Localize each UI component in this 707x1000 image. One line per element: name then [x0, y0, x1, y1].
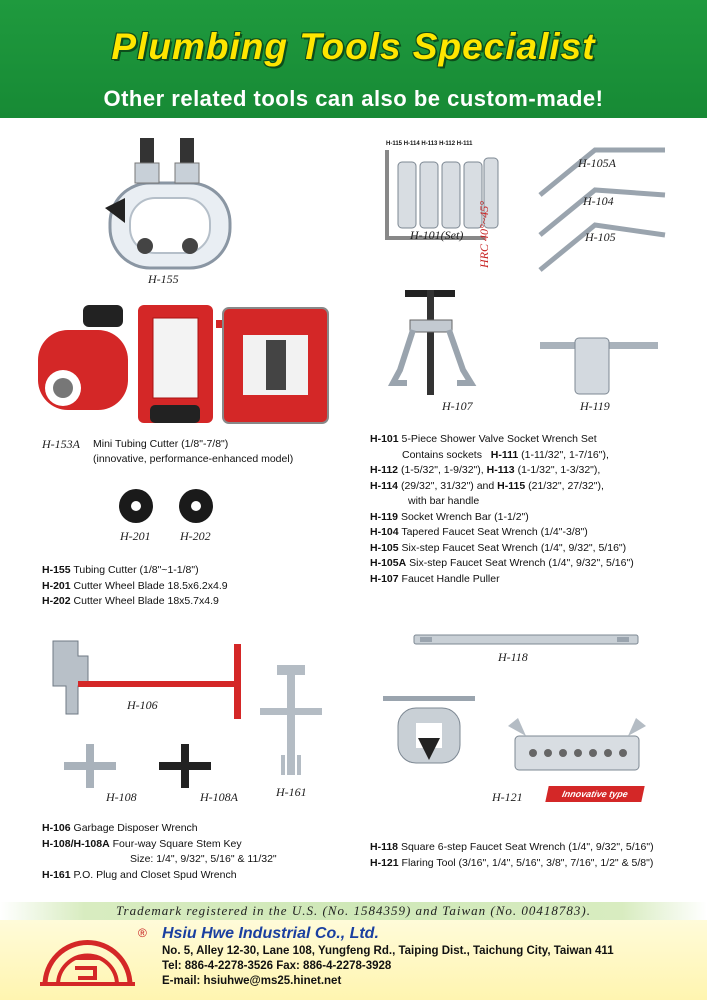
socket-bar-h119-image [535, 328, 665, 398]
desc-socket-line: H-119 Socket Wrench Bar (1-1/2") [370, 510, 529, 523]
label-h155: H-155 [148, 272, 179, 286]
desc-wrench-line: H-161 P.O. Plug and Closet Spud Wrench [42, 868, 237, 881]
cutter-wheels-image [118, 488, 228, 528]
desc-socket-line: H-104 Tapered Faucet Seat Wrench (1/4"-3/8") [370, 526, 588, 538]
desc-socket-line: with bar handle [408, 495, 480, 507]
stem-key-h108a-image [155, 742, 215, 790]
flaring-tool-h121-image [378, 688, 653, 788]
socket-size-labels: H-115 H-114 H-113 H-112 H-111 [386, 141, 473, 147]
desc-cutter-block [42, 563, 228, 610]
tubing-cutter-h155-image [95, 128, 245, 278]
desc-cutter-row: H-202 Cutter Wheel Blade 18x5.7x4.9 [42, 595, 219, 607]
desc-socket-line: H-114 (29/32", 31/32") and H-115 (21/32", 27/32"), [370, 479, 604, 492]
label-h108: H-108 [106, 790, 137, 804]
desc-socket-block [370, 432, 634, 587]
desc-wrench-line: H-108/H-108A Four-way Square Stem Key [42, 837, 242, 850]
label-h119: H-119 [580, 399, 610, 413]
desc-flare-line: H-118 Square 6-step Faucet Seat Wrench (1/4", 9/32", 5/16") [370, 841, 654, 853]
company-name: Hsiu Hwe Industrial Co., Ltd. [162, 925, 379, 942]
desc-wrench-line: Size: 1/4", 9/32", 5/16" & 11/32" [130, 853, 277, 865]
label-h121: H-121 [492, 790, 523, 804]
desc-socket-line: H-107 Faucet Handle Puller [370, 572, 500, 585]
page-title: Plumbing Tools Specialist [111, 26, 596, 67]
label-h101set: H-101(Set) [410, 228, 464, 242]
desc-socket-line: H-112 (1-5/32", 1-9/32"), H-113 (1-1/32", 1-3/32"), [370, 464, 601, 476]
desc-h153a-line2: (innovative, performance-enhanced model) [93, 453, 294, 465]
desc-flare-line: H-121 Flaring Tool (3/16", 1/4", 5/16", 3/8", 7/16", 1/2" & 5/8") [370, 856, 654, 869]
square-seat-wrench-h118-image [412, 630, 642, 650]
label-h202: H-202 [180, 529, 211, 543]
innovative-type-badge: Innovative type [545, 786, 644, 802]
company-email: E-mail: hsiuhwe@ms25.hinet.net [162, 975, 342, 987]
label-h108a: H-108A [200, 790, 238, 804]
company-logo [40, 930, 135, 988]
handle-puller-h107-image [385, 285, 485, 400]
label-h161: H-161 [276, 785, 307, 799]
label-h105a: H-105A [578, 156, 616, 170]
desc-h153a-line1: Mini Tubing Cutter (1/8"-7/8") [93, 438, 229, 450]
desc-wrench-block [42, 821, 277, 883]
desc-wrench-line: H-106 Garbage Disposer Wrench [42, 822, 198, 834]
company-address: No. 5, Alley 12-30, Lane 108, Yungfeng Rd., Taiping Dist., Taichung City, Taiwan 411 [162, 945, 614, 957]
page-subtitle: Other related tools can also be custom-made! [103, 86, 604, 111]
label-h153a: H-153A [42, 437, 80, 451]
label-h201: H-201 [120, 529, 151, 543]
label-h105: H-105 [585, 230, 616, 244]
label-h118: H-118 [498, 650, 528, 664]
desc-socket-line: H-101 5-Piece Shower Valve Socket Wrench Set [370, 433, 597, 445]
company-tel-fax: Tel: 886-4-2278-3526 Fax: 886-4-2278-3928 [162, 960, 392, 972]
registered-mark: ® [138, 926, 147, 940]
desc-socket-line: H-105 Six-step Faucet Seat Wrench (1/4", 9/32", 5/16") [370, 541, 627, 554]
desc-socket-line: H-105A Six-step Faucet Seat Wrench (1/4", 9/32", 5/16") [370, 557, 634, 569]
spud-wrench-h161-image [255, 660, 330, 780]
desc-flare-block [370, 840, 654, 871]
label-h104: H-104 [583, 194, 614, 208]
trademark-notice: Trademark registered in the U.S. (No. 1584359) and Taiwan (No. 00418783). [116, 903, 591, 918]
label-h107: H-107 [442, 399, 473, 413]
desc-socket-line: Contains sockets H-111 (1-11/32", 1-7/16"), [402, 448, 609, 461]
mini-tubing-cutter-h153a-image [38, 300, 338, 435]
label-h106: H-106 [127, 698, 158, 712]
stem-key-h108-image [60, 742, 120, 790]
label-hrc: HRC 40°~45° [477, 200, 491, 268]
desc-cutter-row: H-155 Tubing Cutter (1/8"~1-1/8") [42, 564, 199, 576]
desc-cutter-row: H-201 Cutter Wheel Blade 18.5x6.2x4.9 [42, 579, 228, 592]
